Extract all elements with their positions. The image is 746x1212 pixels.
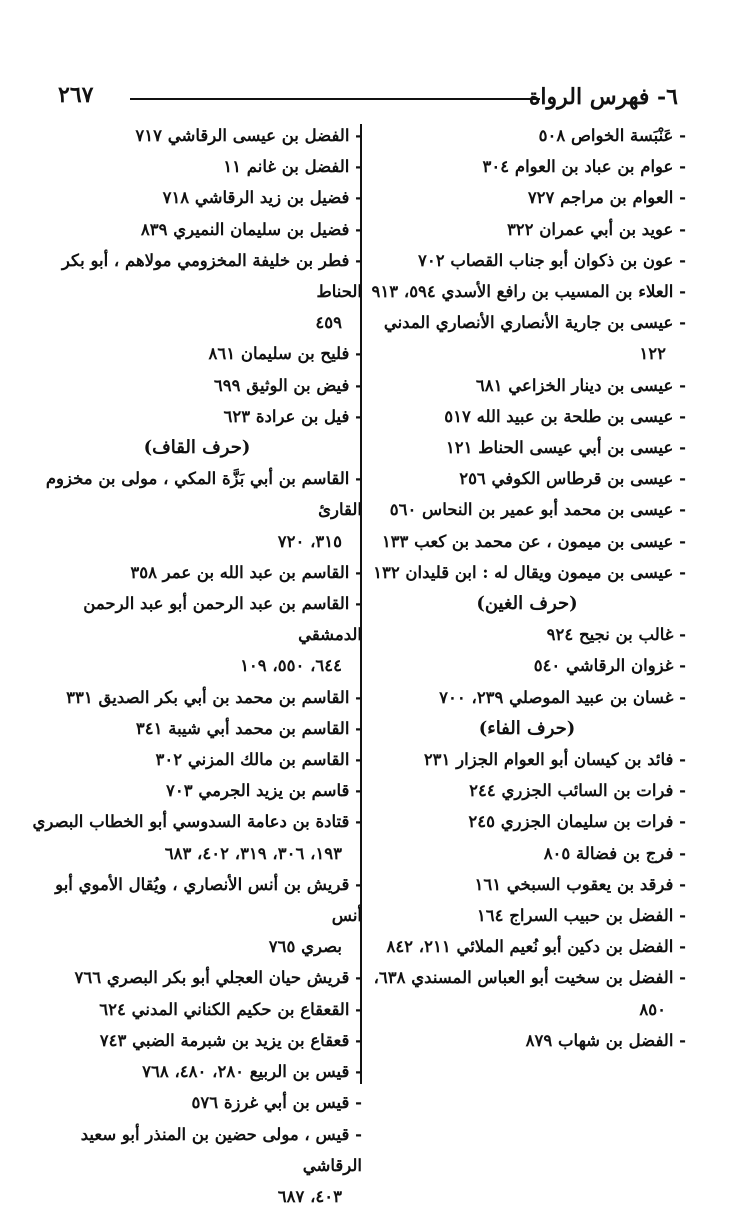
entry-dash: - [673,562,686,582]
entry-dash: - [673,750,686,770]
index-entry [368,151,686,182]
page-number: ٢٦٧ [58,82,94,108]
entry-text: فطر بن خليفة المخزومي مولاهم ، أبو بكر الحناط [61,250,362,302]
entry-text: عون بن ذكوان أبو جناب القصاب ٧٠٢ [418,250,674,270]
entry-dash: - [673,500,686,520]
entry-text: عيسى بن ميمون ، عن محمد بن كعب ١٣٣ [381,531,674,551]
index-entry [368,838,686,869]
entry-dash: - [673,812,686,832]
index-entry [32,1025,362,1056]
entry-dash: - [349,1030,362,1050]
index-entry [368,619,686,650]
entry-dash: - [673,687,686,707]
entry-continuation: ١٢٢ [639,344,666,364]
entry-text: فرج بن فضالة ٨٠٥ [543,843,674,863]
entry-text: عوام بن عباد بن العوام ٣٠٤ [482,157,674,177]
entry-dash: - [349,999,362,1019]
entry-text: الفضل بن سخيت أبو العباس المسندي ٦٣٨، [373,968,674,988]
index-entry [368,869,686,900]
index-entry [32,713,362,744]
index-column-right [368,120,686,1056]
index-entry [368,744,686,775]
entry-dash: - [349,968,362,988]
entry-dash: - [673,219,686,239]
entry-dash: - [349,687,362,707]
index-entry [32,120,362,151]
entry-dash: - [673,250,686,270]
entry-continuation: ٤٥٩ [315,313,342,333]
index-entry [32,370,362,401]
index-entry [32,557,362,588]
index-entry [368,931,686,962]
entry-dash: - [349,469,362,489]
entry-text: قريش حيان العجلي أبو بكر البصري ٧٦٦ [74,968,350,988]
index-entry [32,214,362,245]
index-entry [368,463,686,494]
entry-dash: - [673,906,686,926]
entry-text: قيس بن أبي غرزة ٥٧٦ [191,1093,350,1113]
entry-dash: - [349,157,362,177]
index-entry [32,588,362,650]
entry-dash: - [673,874,686,894]
entry-text: قيس بن الربيع ٢٨٠، ٤٨٠، ٧٦٨ [142,1062,350,1082]
entry-text: عويد بن أبي عمران ٣٢٢ [506,219,674,239]
index-entry [32,1087,362,1118]
entry-text: القاسم بن مالك المزني ٣٠٢ [155,750,350,770]
index-entry [368,806,686,837]
entry-text: القعقاع بن حكيم الكناني المدني ٦٢٤ [99,999,350,1019]
entry-text: العوام بن مراجم ٧٢٧ [527,188,674,208]
entry-dash: - [349,219,362,239]
entry-dash: - [349,250,362,270]
entry-dash: - [673,781,686,801]
entry-dash: - [673,438,686,458]
entry-text: فرات بن سليمان الجزري ٢٤٥ [468,812,674,832]
entry-continuation: ٨٥٠ [639,999,666,1019]
index-entry [32,744,362,775]
letter-heading: (حرف الفاء) [478,717,576,739]
entry-text: فضيل بن زيد الرقاشي ٧١٨ [162,188,350,208]
entry-dash: - [673,968,686,988]
index-entry [368,401,686,432]
entry-text: غالب بن نجيح ٩٢٤ [546,625,674,645]
index-entry [32,182,362,213]
index-entry [32,775,362,806]
entry-dash: - [349,188,362,208]
entry-text: قريش بن أنس الأنصاري ، ويُقال الأموي أبو أنس [55,874,362,926]
entry-text: الفضل بن شهاب ٨٧٩ [525,1030,674,1050]
index-entry [368,775,686,806]
entry-text: عيسى بن طلحة بن عبيد الله ٥١٧ [444,406,674,426]
entry-dash: - [673,531,686,551]
index-entry [32,245,362,307]
index-entry [368,650,686,681]
index-column-left [32,120,362,1212]
entry-dash: - [349,594,362,614]
index-entry [32,806,362,837]
entry-text: فائد بن كيسان أبو العوام الجزار ٢٣١ [423,750,674,770]
index-entry [368,307,686,338]
index-entry [368,245,686,276]
entry-text: فليح بن سليمان ٨٦١ [208,344,350,364]
entry-dash: - [673,313,686,333]
entry-text: قيس ، مولى حضين بن المنذر أبو سعيد الرقاشي [80,1124,362,1175]
index-entry [32,151,362,182]
page-header [58,82,678,122]
index-entry [368,526,686,557]
entry-text: القاسم بن عبد الله بن عمر ٣٥٨ [130,562,350,582]
entry-dash: - [349,1124,362,1144]
entry-text: القاسم بن عبد الرحمن أبو عبد الرحمن الدمشقي [83,594,362,645]
index-entry [32,682,362,713]
index-entry [32,962,362,993]
entry-text: فرقد بن يعقوب السبخي ١٦١ [474,874,674,894]
entry-text: الفضل بن عيسى الرقاشي ٧١٧ [135,126,350,145]
entry-text: فيض بن الوثيق ٦٩٩ [213,375,350,395]
entry-dash: - [673,406,686,426]
entry-dash: - [349,781,362,801]
entry-text: القاسم بن أبي بَزَّة المكي ، مولى بن مخزوم القارئ [45,469,362,520]
entry-dash: - [349,344,362,364]
entry-dash: - [349,750,362,770]
entry-text: الفضل بن غانم ١١ [223,157,350,177]
entry-text: العلاء بن المسيب بن رافع الأسدي ٥٩٤، ٩١٣ [371,282,674,302]
entry-text: عيسى بن دينار الخزاعي ٦٨١ [475,375,674,395]
entry-dash: - [673,126,686,145]
header-rule [130,98,540,100]
index-entry [32,401,362,432]
entry-dash: - [349,812,362,832]
entry-text: عيسى بن قرطاس الكوفي ٢٥٦ [459,469,674,489]
entry-dash: - [673,469,686,489]
entry-dash: - [673,656,686,676]
entry-text: قعقاع بن يزيد بن شبرمة الضبي ٧٤٣ [99,1030,350,1050]
entry-continuation: ١٩٣، ٣٠٦، ٣١٩، ٤٠٢، ٦٨٣ [164,843,342,863]
entry-text: قتادة بن دعامة السدوسي أبو الخطاب البصري [32,812,350,832]
entry-text: غزوان الرقاشي ٥٤٠ [533,656,674,676]
entry-text: فرات بن السائب الجزري ٢٤٤ [469,781,674,801]
entry-dash: - [673,188,686,208]
entry-dash: - [349,406,362,426]
index-entry [368,370,686,401]
index-entry [368,494,686,525]
index-entry [368,432,686,463]
entry-text: غسان بن عبيد الموصلي ٢٣٩، ٧٠٠ [439,687,674,707]
entry-text: فيل بن عرادة ٦٢٣ [223,406,350,426]
index-entry [368,1025,686,1056]
entry-dash: - [673,937,686,957]
index-entry [32,869,362,931]
index-entry [368,682,686,713]
index-entry [32,338,362,369]
entry-text: فضيل بن سليمان النميري ٨٣٩ [140,219,350,239]
entry-dash: - [349,874,362,894]
entry-dash: - [673,1030,686,1050]
entry-text: الفضل بن حبيب السراج ١٦٤ [476,906,674,926]
index-entry [368,276,686,307]
entry-dash: - [673,375,686,395]
entry-dash: - [349,562,362,582]
entry-text: عيسى بن محمد أبو عمير بن النحاس ٥٦٠ [389,500,674,520]
entry-dash: - [673,843,686,863]
entry-text: عَنْبَسة الخواص ٥٠٨ [538,126,674,145]
index-entry [368,962,686,993]
entry-continuation: بصري ٧٦٥ [268,937,342,957]
entry-text: عيسى بن أبي عيسى الحناط ١٢١ [445,438,674,458]
entry-dash: - [349,126,362,145]
entry-text: القاسم بن محمد أبي شيبة ٣٤١ [135,718,350,738]
entry-dash: - [349,375,362,395]
entry-continuation: ٣١٥، ٧٢٠ [277,531,342,551]
entry-text: القاسم بن محمد بن أبي بكر الصديق ٣٣١ [66,687,350,707]
index-entry [368,214,686,245]
index-entry [368,900,686,931]
entry-text: قاسم بن يزيد الجرمي ٧٠٣ [166,781,350,801]
index-entry [368,557,686,588]
section-title: ٦- فهرس الرواة [528,84,678,110]
entry-dash: - [673,282,686,302]
entry-continuation: ٤٠٣، ٦٨٧ [277,1186,342,1206]
index-entry [368,182,686,213]
index-entry [32,1056,362,1087]
entry-dash: - [349,1062,362,1082]
entry-continuation: ٦٤٤، ٥٥٠، ١٠٩ [240,656,342,676]
entry-text: عيسى بن ميمون ويقال له : ابن قليدان ١٣٢ [373,562,674,582]
entry-text: عيسى بن جارية الأنصاري الأنصاري المدني [383,313,674,333]
letter-heading: (حرف الغين) [476,593,578,615]
entry-dash: - [673,157,686,177]
index-entry [32,463,362,525]
letter-heading: (حرف القاف) [143,437,251,459]
index-entry [32,994,362,1025]
entry-dash: - [673,625,686,645]
entry-dash: - [349,1093,362,1113]
index-entry [368,120,686,151]
entry-dash: - [349,718,362,738]
entry-text: الفضل بن دكين أبو نُعيم الملائي ٢١١، ٨٤٢ [386,937,674,957]
